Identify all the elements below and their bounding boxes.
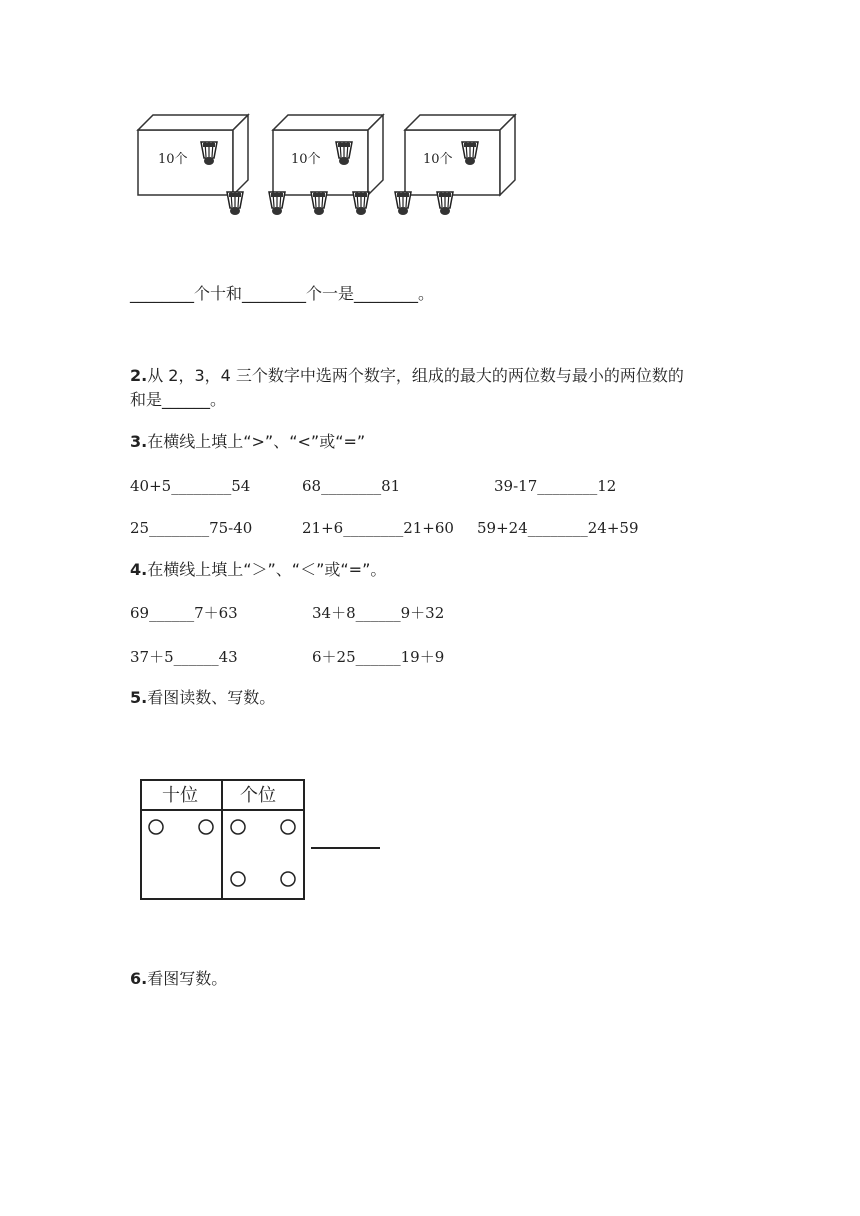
boxes-illustration (130, 100, 530, 230)
q4-r1-c1[interactable]: 69______7＋63 (130, 604, 238, 622)
q5-answer-line[interactable] (311, 847, 380, 849)
tens-header: 十位 (162, 785, 198, 806)
q3-r1-c2[interactable]: 68________81 (302, 477, 401, 495)
q4-r2-c2[interactable]: 6＋25______19＋9 (312, 648, 445, 666)
ones-bead-4 (281, 872, 295, 886)
q6-number: 6. (130, 969, 148, 988)
q4-title-row (130, 560, 386, 580)
q5-title-row (130, 688, 275, 708)
q6-title-row (130, 969, 227, 989)
q3-title: 在横线上填上“>”、“<”或“=” (147, 432, 366, 451)
ones-bead-3 (231, 872, 245, 886)
q3-r1-c1[interactable]: 40+5________54 (130, 477, 251, 495)
ones-bead-1 (231, 820, 245, 834)
q4-title: 在横线上填上“＞”、“＜”或“=”。 (147, 560, 387, 579)
box-2 (273, 115, 383, 195)
box-1 (138, 115, 248, 195)
q6-title: 看图写数。 (147, 969, 228, 988)
box-2-label: 10个 (291, 152, 321, 167)
q4-r2-c1[interactable]: 37＋5______43 (130, 648, 238, 666)
q1-fill-sentence[interactable]: ________个十和________个一是________。 (130, 284, 435, 303)
q2-number: 2. (130, 366, 148, 385)
q2-text-line1: 从 2，3，4 三个数字中选两个数字，组成的最大的两位数与最小的两位数的 (147, 366, 684, 385)
q4-number: 4. (130, 560, 148, 579)
q3-number: 3. (130, 432, 148, 451)
q5-title: 看图读数、写数。 (147, 688, 276, 707)
ones-header: 个位 (240, 785, 276, 806)
q5-number: 5. (130, 688, 148, 707)
box-3 (405, 115, 515, 195)
box-3-label: 10个 (423, 152, 453, 167)
tens-bead-1 (149, 820, 163, 834)
q3-r1-c3[interactable]: 39-17________12 (494, 477, 617, 495)
ones-bead-2 (281, 820, 295, 834)
q3-r2-c1[interactable]: 25________75-40 (130, 519, 253, 537)
q4-r1-c2[interactable]: 34＋8______9＋32 (312, 604, 445, 622)
q2-line2[interactable]: 和是______。 (130, 390, 227, 409)
tens-bead-2 (199, 820, 213, 834)
q3-title-row (130, 432, 365, 452)
q3-r2-c2[interactable]: 21+6________21+60 (302, 519, 454, 537)
bead-circles (140, 811, 305, 900)
box-1-label: 10个 (158, 152, 188, 167)
q3-r2-c3[interactable]: 59+24________24+59 (477, 519, 639, 537)
q2-line1 (130, 366, 684, 386)
